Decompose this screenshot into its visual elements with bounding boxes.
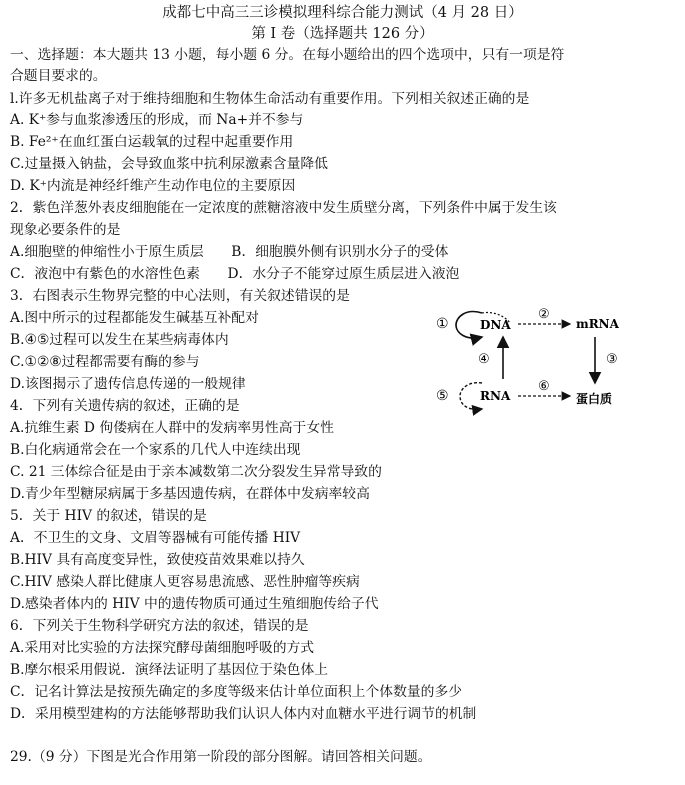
q4-option-b: B.白化病通常会在一个家系的几代人中连续出现 bbox=[10, 442, 301, 458]
exam-title: 成都七中高三三诊模拟理科综合能力测试（4 月 28 日） bbox=[162, 5, 523, 21]
rna-label: RNA bbox=[480, 389, 511, 403]
q1-option-a: A. K⁺参与血浆渗透压的形成，而 Na+并不参与 bbox=[10, 112, 304, 128]
q5-option-b: B.HIV 具有高度变异性，致使疫苗效果难以持久 bbox=[10, 552, 305, 568]
q6-stem: 6．下列关于生物科学研究方法的叙述，错误的是 bbox=[10, 618, 309, 634]
protein-label: 蛋白质 bbox=[576, 392, 613, 406]
q2-options-cd: C．液泡中有紫色的水溶性色素 D．水分子不能穿过原生质层进入液泡 bbox=[10, 266, 460, 282]
q1-option-c: C.过量摄入钠盐，会导致血浆中抗利尿激素含量降低 bbox=[10, 156, 328, 172]
mrna-label: mRNA bbox=[576, 317, 619, 331]
q3-stem: 3．右图表示生物界完整的中心法则，有关叙述错误的是 bbox=[10, 288, 350, 304]
label-process-2: ② bbox=[538, 307, 550, 322]
q5-stem: 5．关于 HIV 的叙述，错误的是 bbox=[10, 508, 207, 524]
instructions-line-1: 一、选择题：本大题共 13 小题，每小题 6 分。在每小题给出的四个选项中，只有一项是符 bbox=[10, 47, 565, 63]
rna-replication-loop bbox=[460, 383, 482, 410]
q4-stem: 4．下列有关遗传病的叙述，正确的是 bbox=[10, 398, 240, 414]
q6-option-b: B.摩尔根采用假说．演绎法证明了基因位于染色体上 bbox=[10, 662, 329, 678]
q2-stem-line-2: 现象必要条件的是 bbox=[10, 222, 121, 238]
dna-label: DNA bbox=[480, 318, 511, 332]
q6-option-c: C．记名计算法是按预先确定的多度等级来估计单位面积上个体数量的多少 bbox=[10, 684, 463, 700]
section-title: 第 I 卷（选择题共 126 分） bbox=[251, 26, 434, 42]
q2-stem-line-1: 2．紫色洋葱外表皮细胞能在一定浓度的蔗糖溶液中发生质壁分离，下列条件中属于发生该 bbox=[10, 200, 557, 216]
q1-stem: l.许多无机盐离子对于维持细胞和生物体生命活动有重要作用。下列相关叙述正确的是 bbox=[10, 91, 530, 107]
label-process-5: ⑤ bbox=[436, 388, 449, 404]
q4-option-c: C. 21 三体综合征是由于亲本减数第二次分裂发生异常导致的 bbox=[10, 464, 382, 480]
q3-option-b: B.④⑤过程可以发生在某些病毒体内 bbox=[10, 332, 229, 348]
label-process-3: ③ bbox=[606, 352, 618, 367]
q5-option-a: A．不卫生的文身、文眉等器械有可能传播 HIV bbox=[10, 530, 301, 546]
q4-option-d: D.青少年型糖尿病属于多基因遗传病，在群体中发病率较高 bbox=[10, 486, 370, 502]
q1-option-d: D. K⁺内流是神经纤维产生动作电位的主要原因 bbox=[10, 178, 296, 194]
q6-option-a: A.采用对比实验的方法探究酵母菌细胞呼吸的方式 bbox=[10, 640, 315, 656]
q2-options-ab: A.细胞壁的伸缩性小于原生质层 B．细胞膜外侧有识别水分子的受体 bbox=[10, 244, 449, 260]
q5-option-d: D.感染者体内的 HIV 中的遗传物质可通过生殖细胞传给子代 bbox=[10, 596, 379, 612]
q3-option-c: C.①②⑧过程都需要有酶的参与 bbox=[10, 354, 200, 370]
q4-option-a: A.抗维生素 D 佝偻病在人群中的发病率男性高于女性 bbox=[10, 420, 334, 436]
instructions-line-2: 合题目要求的。 bbox=[10, 68, 107, 84]
central-dogma-diagram bbox=[430, 303, 660, 418]
q3-option-a: A.图中所示的过程都能发生碱基互补配对 bbox=[10, 310, 259, 326]
label-process-4: ④ bbox=[478, 352, 490, 367]
q29-stem: 29.（9 分）下图是光合作用第一阶段的部分图解。请回答相关问题。 bbox=[10, 749, 432, 765]
q6-option-d: D．采用模型建构的方法能够帮助我们认识人体内对血糖水平进行调节的机制 bbox=[10, 706, 477, 722]
replication-loop-arrow bbox=[456, 312, 482, 339]
label-process-1: ① bbox=[436, 316, 449, 332]
label-process-6: ⑥ bbox=[538, 379, 550, 394]
q3-option-d: D.该图揭示了遗传信息传递的一般规律 bbox=[10, 376, 246, 392]
q5-option-c: C.HIV 感染人群比健康人更容易患流感、恶性肿瘤等疾病 bbox=[10, 574, 360, 590]
q1-option-b: B. Fe²⁺在血红蛋白运载氧的过程中起重要作用 bbox=[10, 134, 294, 150]
